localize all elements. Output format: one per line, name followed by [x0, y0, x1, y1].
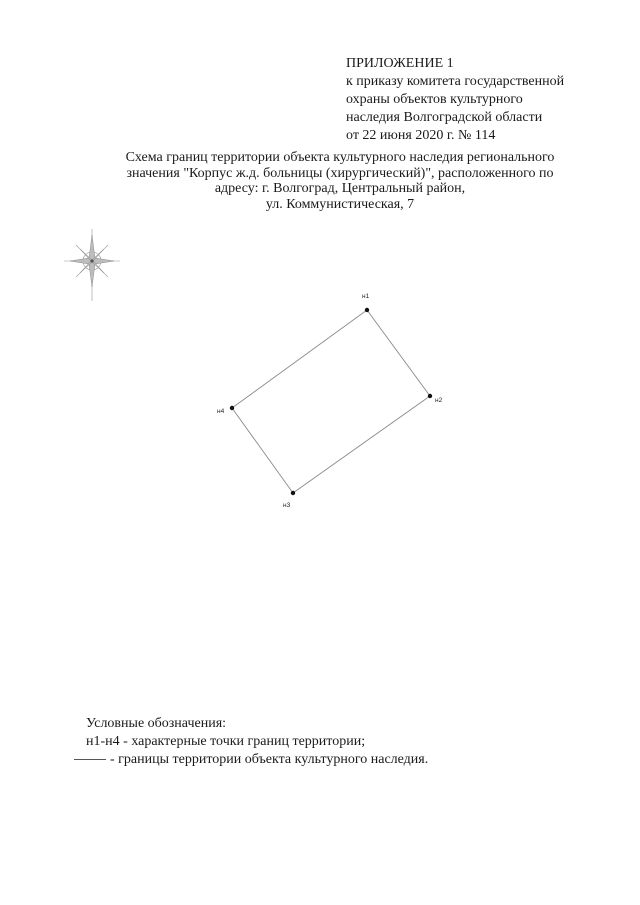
boundary-point-n1 — [365, 308, 369, 312]
appendix-line-1: к приказу комитета государственной — [346, 74, 565, 89]
boundary-point-n2 — [428, 394, 432, 398]
legend-line-text: - границы территории объекта культурного наследия. — [110, 752, 429, 767]
legend-points-text: - характерные точки границ территории; — [119, 734, 366, 749]
boundary-point-n4 — [230, 406, 234, 410]
legend-heading: Условные обозначения: — [86, 716, 227, 731]
scheme-title-line-1: Схема границ территории объекта культурного наследия регионального — [125, 150, 555, 165]
appendix-line-4: от 22 июня 2020 г. № 114 — [346, 128, 496, 143]
legend-line-sample — [74, 759, 106, 760]
point-label-n3: н3 — [283, 502, 291, 509]
scheme-title-line-4: ул. Коммунистическая, 7 — [265, 196, 415, 212]
legend-points-key: н1-н4 — [86, 734, 120, 749]
scheme-title-line-2: значения "Корпус ж.д. больницы (хирургический)", расположенного по — [126, 165, 554, 181]
legend — [86, 715, 428, 769]
legend-line-row — [86, 751, 428, 769]
legend-points-row — [86, 733, 428, 751]
boundary-point-n3 — [291, 491, 295, 495]
point-label-n2: н2 — [435, 397, 443, 404]
point-label-n1: н1 — [362, 293, 370, 300]
appendix-title: ПРИЛОЖЕНИЕ 1 — [346, 56, 454, 71]
scheme-title-line-3: адресу: г. Волгоград, Центральный район, — [214, 181, 466, 196]
territory-boundary-line — [232, 310, 430, 493]
appendix-line-3: наследия Волгоградской области — [346, 110, 543, 125]
appendix-line-2: охраны объектов культурного — [346, 92, 523, 107]
point-label-n4: н4 — [217, 408, 225, 415]
